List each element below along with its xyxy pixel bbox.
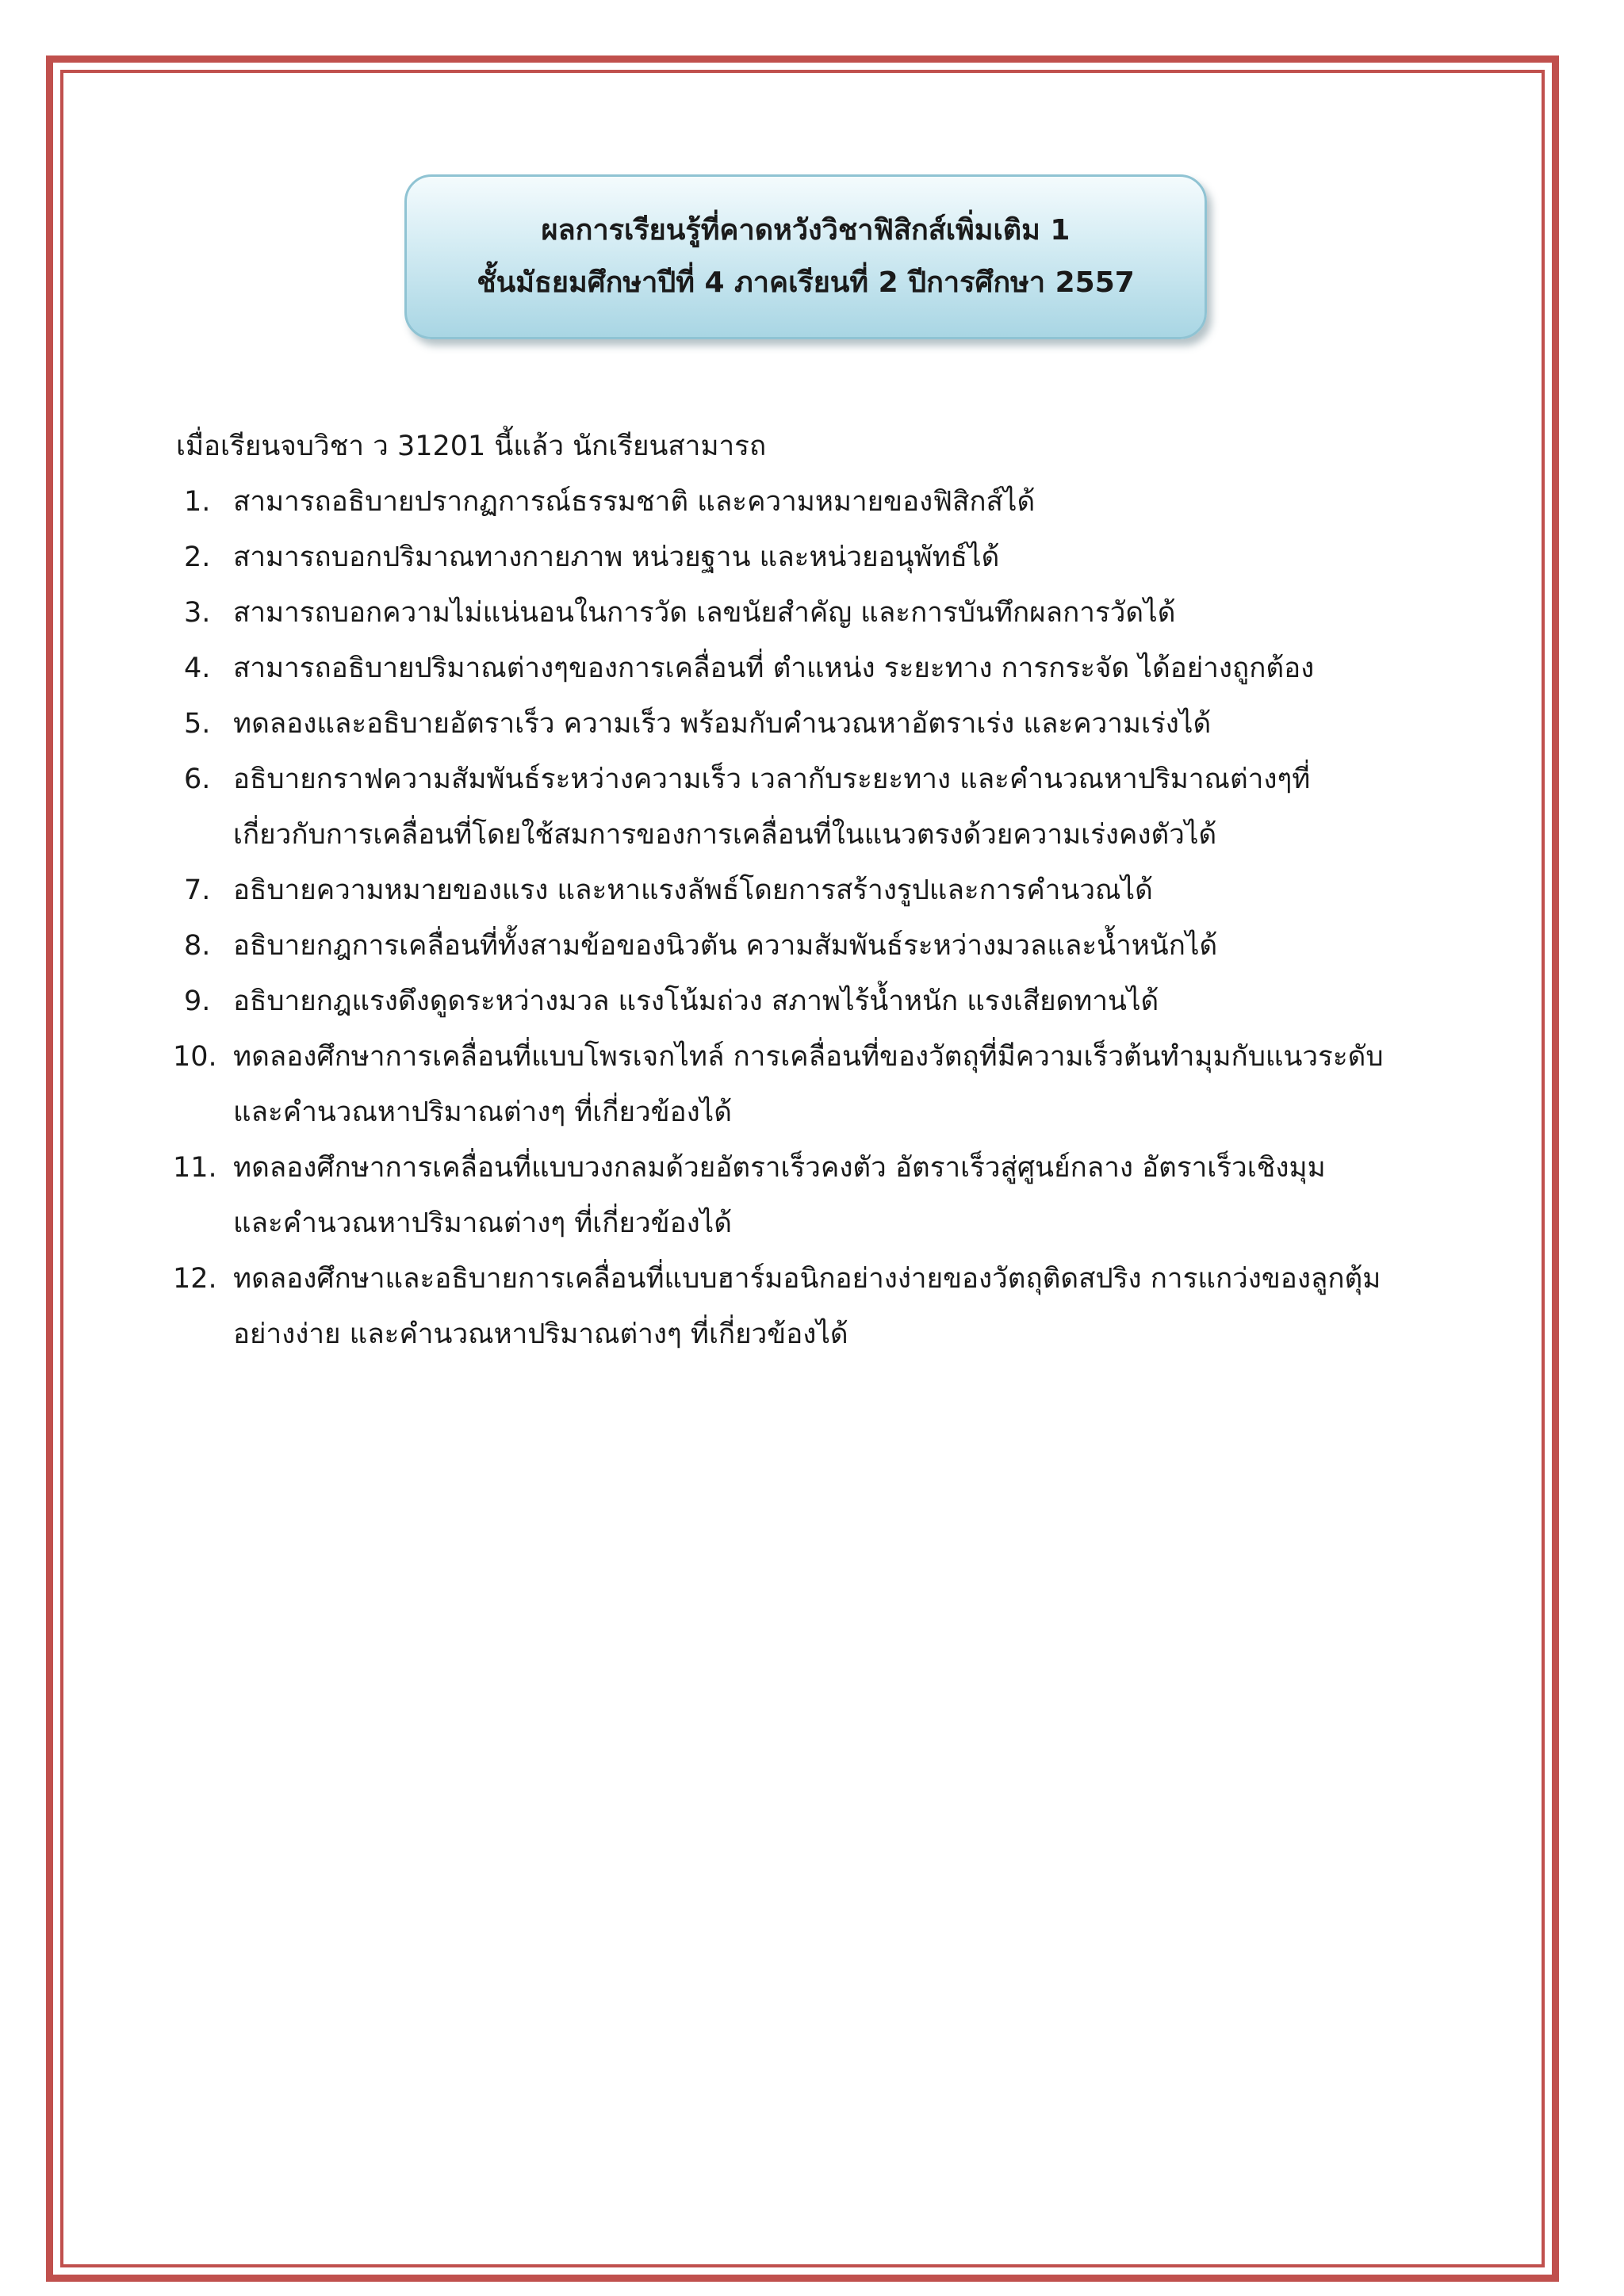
intro-text: เมื่อเรียนจบวิชา ว 31201 นี้แล้ว นักเรียนสามารถ <box>176 430 767 462</box>
list-item-number: 4. <box>184 652 211 684</box>
list-item-number: 5. <box>184 708 211 740</box>
list-item-text: สามารถบอกความไม่แน่นอนในการวัด เลขนัยสำคัญ และการบันทึกผลการวัดได้ <box>233 597 1176 629</box>
document-body <box>173 419 1508 1362</box>
title-box <box>404 174 1207 339</box>
list-item-text: เกี่ยวกับการเคลื่อนที่โดยใช้สมการของการเคลื่อนที่ในแนวตรงด้วยความเร่งคงตัวได้ <box>233 819 1217 851</box>
list-item-text: ทดลองและอธิบายอัตราเร็ว ความเร็ว พร้อมกับคำนวณหาอัตราเร่ง และความเร่งได้ <box>233 708 1212 740</box>
list-item-text: อย่างง่าย และคำนวณหาปริมาณต่างๆ ที่เกี่ยวข้องได้ <box>233 1318 848 1350</box>
list-item-number: 12. <box>173 1263 217 1295</box>
list-item <box>173 1140 1508 1251</box>
title-line-1: ผลการเรียนรู้ที่คาดหวังวิชาฟิสิกส์เพิ่มเติม 1 <box>541 214 1071 247</box>
list-item-number: 3. <box>184 597 211 629</box>
list-item <box>173 1029 1508 1140</box>
list-item <box>176 974 1508 1029</box>
list-item <box>176 530 1508 585</box>
list-item <box>176 696 1508 752</box>
list-item <box>176 752 1508 863</box>
list-item-number: 1. <box>184 486 211 518</box>
title-line-2: ชั้นมัธยมศึกษาปีที่ 4 ภาคเรียนที่ 2 ปีการศึกษา 2557 <box>477 266 1135 299</box>
list-item <box>176 863 1508 918</box>
list-item-text: อธิบายกราฟความสัมพันธ์ระหว่างความเร็ว เวลากับระยะทาง และคำนวณหาปริมาณต่างๆที่ <box>233 763 1311 795</box>
list-item-number: 10. <box>173 1041 217 1073</box>
learning-outcomes-list <box>173 474 1508 1362</box>
list-item-text: และคำนวณหาปริมาณต่างๆ ที่เกี่ยวข้องได้ <box>233 1207 733 1239</box>
list-item-text: สามารถอธิบายปริมาณต่างๆของการเคลื่อนที่ ตำแหน่ง ระยะทาง การกระจัด ได้อย่างถูกต้อง <box>233 652 1315 684</box>
list-item-text: สามารถบอกปริมาณทางกายภาพ หน่วยฐาน และหน่วยอนุพัทธ์ได้ <box>233 541 1000 573</box>
list-item-number: 9. <box>184 985 211 1017</box>
list-item-number: 7. <box>184 874 211 906</box>
list-item-text: และคำนวณหาปริมาณต่างๆ ที่เกี่ยวข้องได้ <box>233 1096 733 1128</box>
list-item-text: อธิบายกฎการเคลื่อนที่ทั้งสามข้อของนิวตัน ความสัมพันธ์ระหว่างมวลและน้ำหนักได้ <box>233 930 1218 962</box>
list-item-text: ทดลองศึกษาการเคลื่อนที่แบบวงกลมด้วยอัตราเร็วคงตัว อัตราเร็วสู่ศูนย์กลาง อัตราเร็วเชิงมุม <box>233 1152 1326 1184</box>
list-item <box>176 641 1508 696</box>
list-item <box>173 1251 1508 1362</box>
list-item-text: อธิบายความหมายของแรง และหาแรงลัพธ์โดยการสร้างรูปและการคำนวณได้ <box>233 874 1153 906</box>
list-item-number: 11. <box>173 1152 217 1184</box>
list-item-number: 2. <box>184 541 211 573</box>
list-item <box>176 474 1508 530</box>
list-item-text: อธิบายกฎแรงดึงดูดระหว่างมวล แรงโน้มถ่วง สภาพไร้น้ำหนัก แรงเสียดทานได้ <box>233 985 1159 1017</box>
list-item-number: 6. <box>184 763 211 795</box>
list-item <box>176 585 1508 641</box>
list-item-number: 8. <box>184 930 211 962</box>
list-item <box>176 918 1508 974</box>
list-item-text: ทดลองศึกษาการเคลื่อนที่แบบโพรเจกไทล์ การเคลื่อนที่ของวัตถุที่มีความเร็วต้นทำมุมกับแนวระดับ <box>233 1041 1384 1073</box>
list-item-text: ทดลองศึกษาและอธิบายการเคลื่อนที่แบบฮาร์มอนิกอย่างง่ายของวัตถุติดสปริง การแกว่งของลูกตุ้ม <box>233 1263 1381 1295</box>
list-item-text: สามารถอธิบายปรากฏการณ์ธรรมชาติ และความหมายของฟิสิกส์ได้ <box>233 486 1036 518</box>
